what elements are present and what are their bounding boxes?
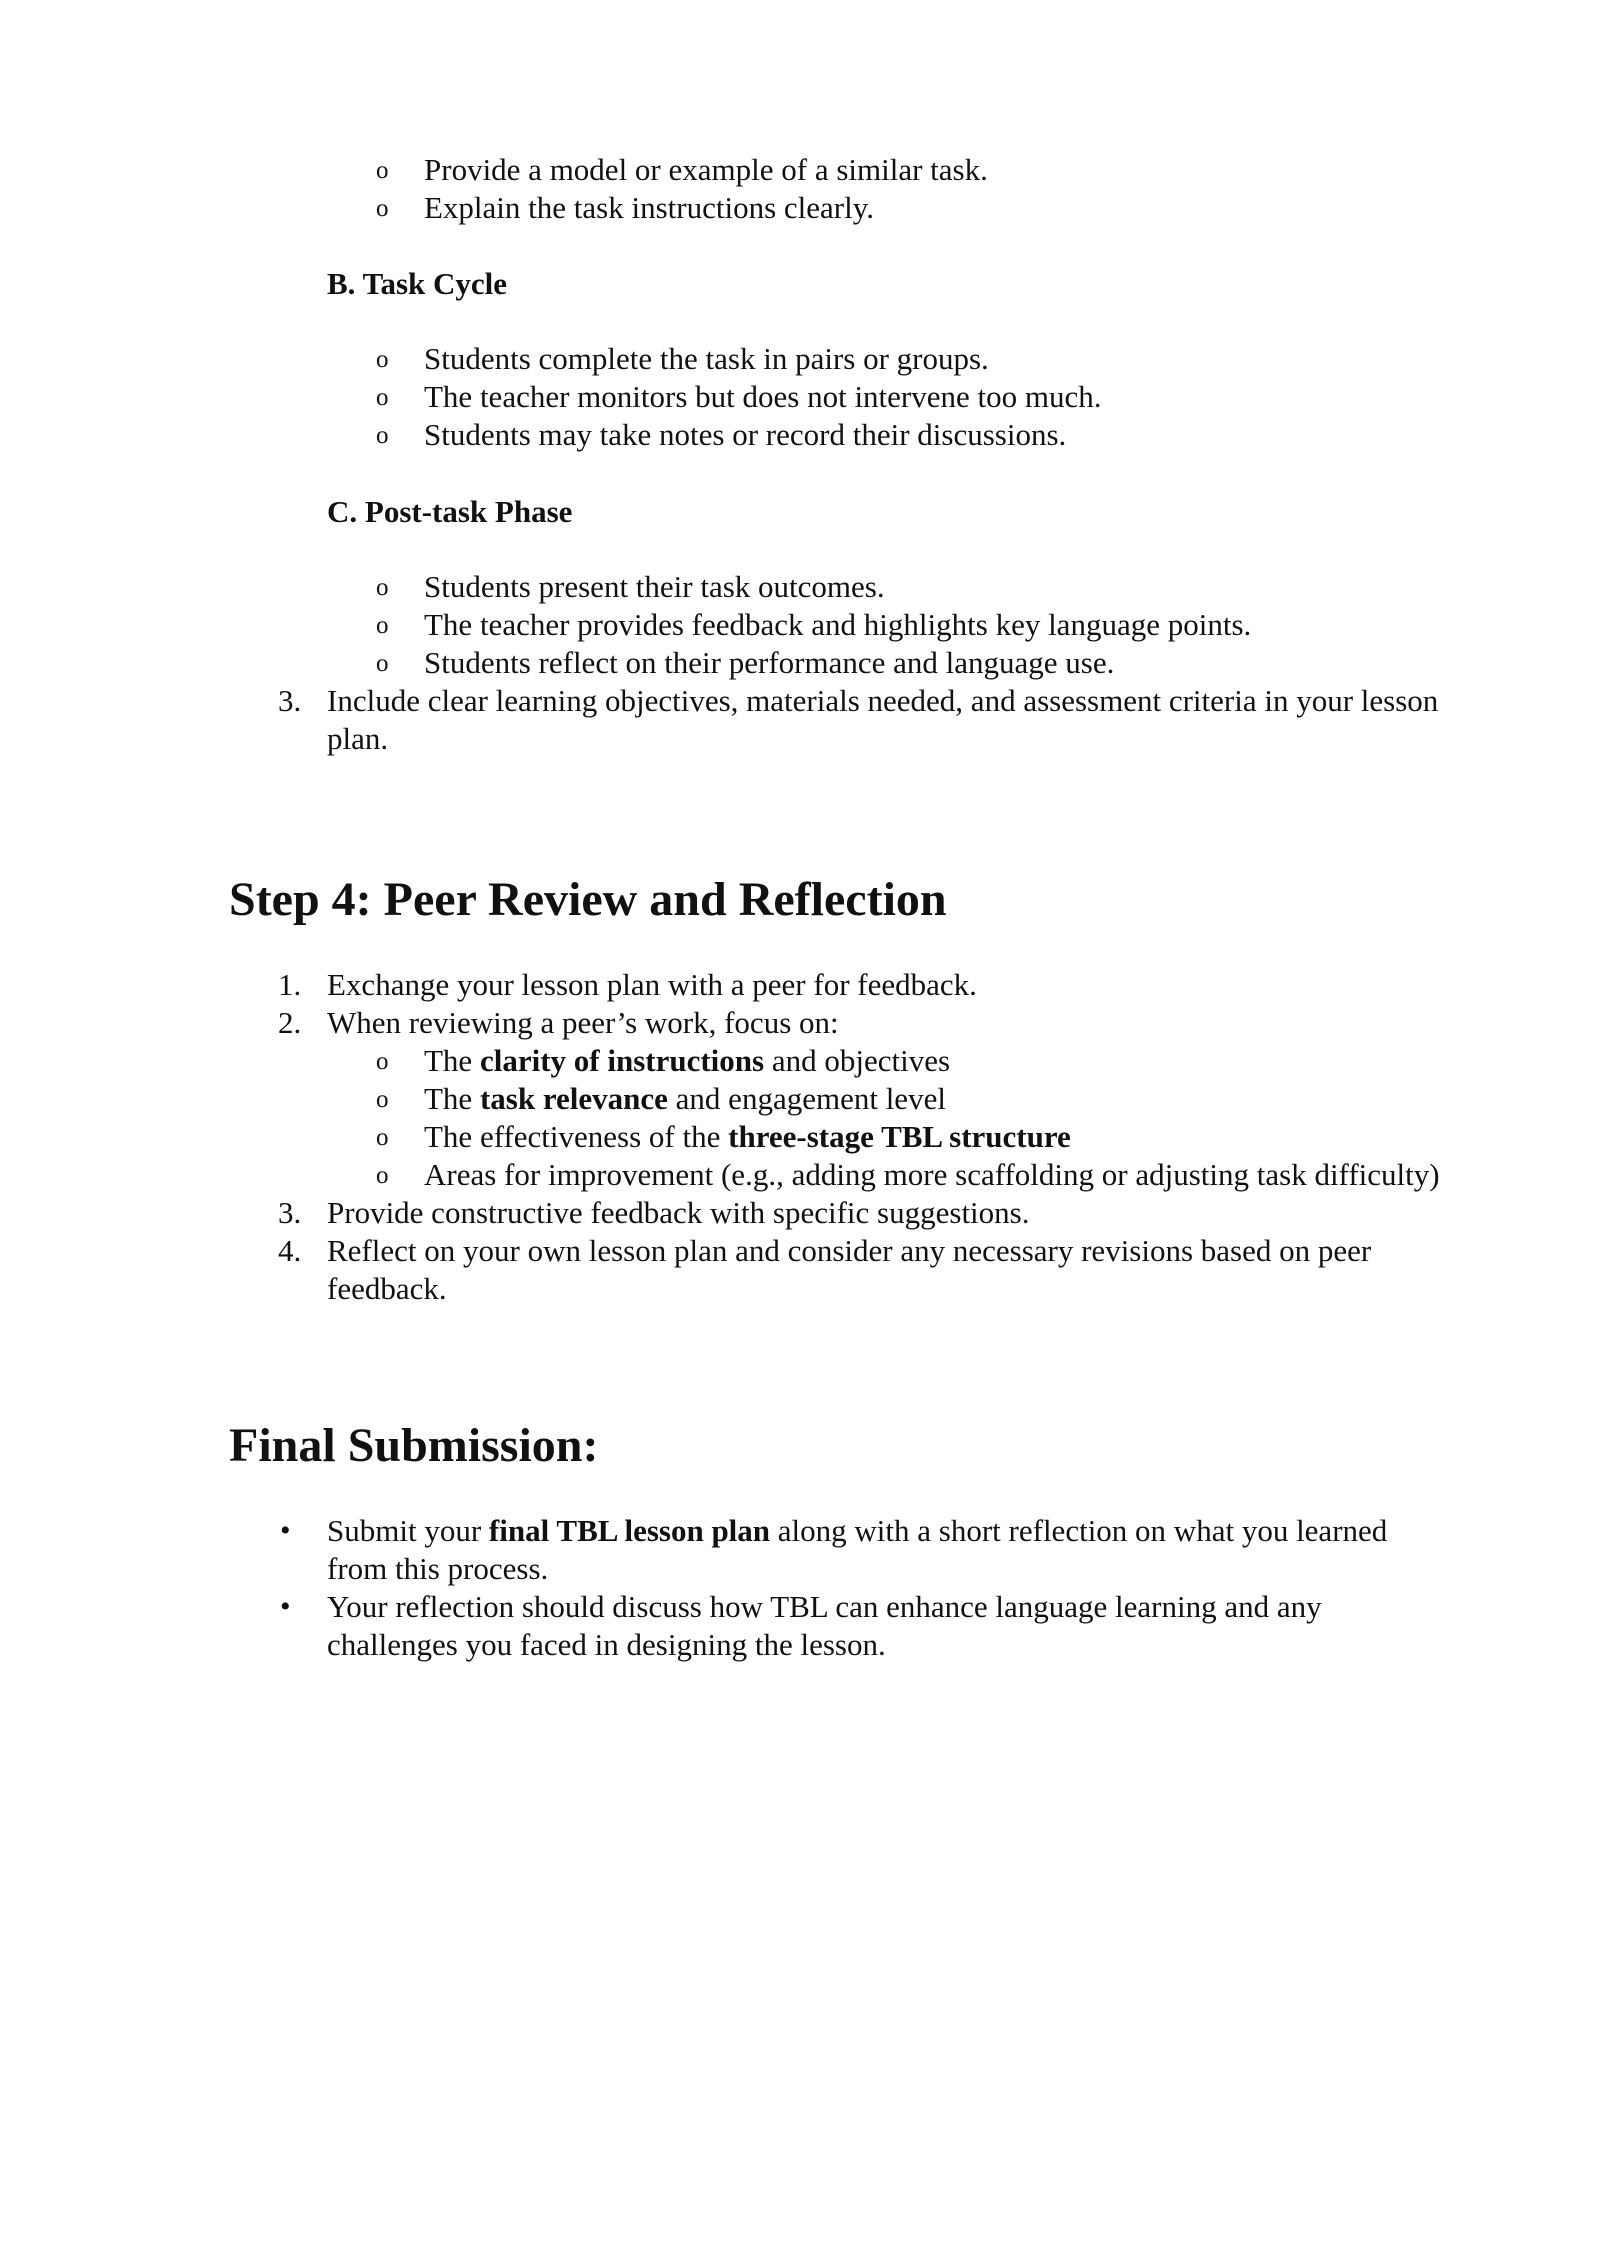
list-marker-circle: o bbox=[376, 346, 389, 373]
list-item: Students reflect on their performance and language use. bbox=[424, 645, 1115, 680]
section-heading-step-4: Step 4: Peer Review and Reflection bbox=[229, 873, 947, 926]
list-marker-circle: o bbox=[376, 384, 389, 411]
list-item: Submit your final TBL lesson plan along with a short reflection on what you learned bbox=[327, 1513, 1388, 1548]
list-item-continuation: challenges you faced in designing the lesson. bbox=[327, 1627, 886, 1662]
list-item-continuation: plan. bbox=[327, 721, 389, 756]
list-item: Include clear learning objectives, materials needed, and assessment criteria in your lesson bbox=[327, 683, 1439, 718]
list-item: Exchange your lesson plan with a peer for feedback. bbox=[327, 967, 977, 1002]
list-marker-bullet: • bbox=[280, 1514, 291, 1547]
list-item: The task relevance and engagement level bbox=[424, 1081, 946, 1116]
list-marker-circle: o bbox=[376, 612, 389, 639]
list-marker-circle: o bbox=[376, 1124, 389, 1151]
list-marker-circle: o bbox=[376, 650, 389, 677]
list-item-continuation: feedback. bbox=[327, 1271, 447, 1306]
list-marker-circle: o bbox=[376, 1162, 389, 1189]
list-item: Students may take notes or record their discussions. bbox=[424, 417, 1067, 452]
list-number: 3. bbox=[278, 683, 302, 718]
list-item: The teacher provides feedback and highlights key language points. bbox=[424, 607, 1252, 642]
list-item: Reflect on your own lesson plan and consider any necessary revisions based on peer bbox=[327, 1233, 1372, 1268]
list-item: Provide a model or example of a similar task. bbox=[424, 152, 988, 187]
list-item: Students present their task outcomes. bbox=[424, 569, 885, 604]
list-number: 4. bbox=[278, 1233, 302, 1268]
list-item: Your reflection should discuss how TBL can enhance language learning and any bbox=[327, 1589, 1322, 1624]
list-number: 3. bbox=[278, 1195, 302, 1230]
list-marker-circle: o bbox=[376, 1086, 389, 1113]
list-marker-bullet: • bbox=[280, 1590, 291, 1623]
list-item: Students complete the task in pairs or groups. bbox=[424, 341, 989, 376]
list-marker-circle: o bbox=[376, 157, 389, 184]
section-heading-final-submission: Final Submission: bbox=[229, 1419, 599, 1472]
list-item: The clarity of instructions and objectives bbox=[424, 1043, 951, 1078]
subsection-heading-task-cycle: B. Task Cycle bbox=[327, 266, 508, 301]
list-item-continuation: from this process. bbox=[327, 1551, 549, 1586]
list-number: 1. bbox=[278, 967, 302, 1002]
subsection-heading-post-task: C. Post-task Phase bbox=[327, 494, 573, 529]
list-marker-circle: o bbox=[376, 422, 389, 449]
list-item: The effectiveness of the three-stage TBL structure bbox=[424, 1119, 1071, 1154]
list-marker-circle: o bbox=[376, 195, 389, 222]
list-item: Provide constructive feedback with specific suggestions. bbox=[327, 1195, 1030, 1230]
list-marker-circle: o bbox=[376, 1048, 389, 1075]
list-item: The teacher monitors but does not intervene too much. bbox=[424, 379, 1102, 414]
list-number: 2. bbox=[278, 1005, 302, 1040]
list-marker-circle: o bbox=[376, 574, 389, 601]
list-item: Areas for improvement (e.g., adding more scaffolding or adjusting task difficulty) bbox=[424, 1157, 1440, 1192]
list-item: When reviewing a peer’s work, focus on: bbox=[327, 1005, 839, 1040]
list-item: Explain the task instructions clearly. bbox=[424, 190, 874, 225]
